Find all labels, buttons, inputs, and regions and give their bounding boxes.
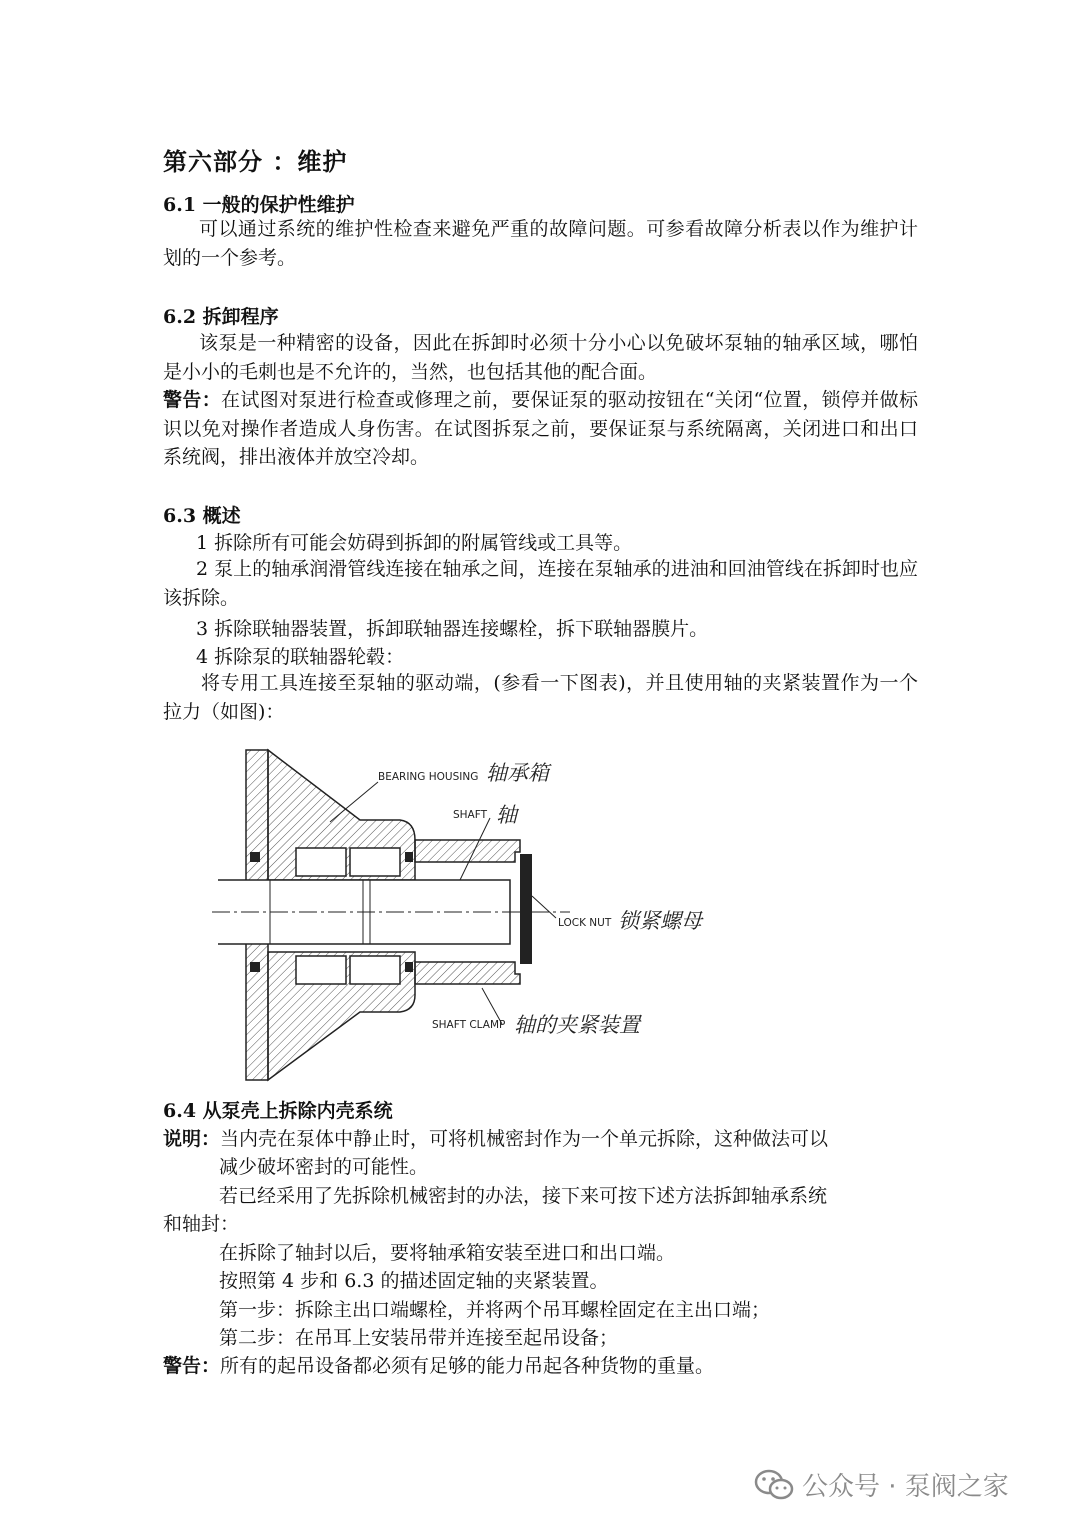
watermark bbox=[754, 1466, 1009, 1503]
watermark-text: 公众号 · 泵阀之家 bbox=[802, 1472, 1009, 1502]
page-title: 第六部分 ：维护 bbox=[163, 147, 348, 176]
bearing-upper-right bbox=[350, 848, 400, 876]
shaft-clamp-lower bbox=[415, 962, 520, 984]
section-6-2-paragraph: 该泵是一种精密的设备，因此在拆卸时必须十分小心以免破坏泵轴的轴承区域，哪怕是小小的毛刺也是不允许的，当然，也包括其他的配合面。 bbox=[163, 332, 918, 383]
shaft-clamp-label: SHAFT CLAMP bbox=[432, 1019, 506, 1031]
bearing-lower-left bbox=[296, 956, 346, 984]
warning-label: 警告： bbox=[163, 389, 222, 411]
list-item-1: 1 拆除所有可能会妨碍到拆卸的附属管线或工具等。 bbox=[196, 532, 633, 554]
warning-text: 所有的起吊设备都必须有足够的能力吊起各种货物的重量。 bbox=[220, 1355, 715, 1377]
list-item-2: 2 泵上的轴承润滑管线连接在轴承之间，连接在泵轴承的进油和回油管线在拆卸时也应该拆除。 bbox=[163, 558, 918, 609]
seal-upper-right bbox=[405, 852, 413, 862]
shaft-cn-label: 轴 bbox=[496, 803, 517, 827]
warning-text: 在试图对泵进行检查或修理之前，要保证泵的驱动按钮在“关闭“位置，锁停并做标识以免对操作者造成人身伤害。在试图拆泵之前，要保证泵与系统隔离，关闭进口和出口系统阀，排出液体并放空冷却。 bbox=[163, 389, 918, 469]
shaft-clamp-diagram bbox=[210, 740, 730, 1085]
section-6-4-heading: 6.4 从泵壳上拆除内壳系统 bbox=[163, 1100, 393, 1122]
leader-lock-nut bbox=[532, 896, 556, 918]
lock-nut-label: LOCK NUT bbox=[558, 917, 612, 929]
seal-upper-left bbox=[250, 852, 260, 862]
warning-label: 警告： bbox=[163, 1355, 221, 1377]
bearing-housing-label: BEARING HOUSING bbox=[378, 771, 479, 783]
section-6-4-para-line-2: 和轴封： bbox=[163, 1213, 240, 1235]
bearing-housing-cn-label: 轴承箱 bbox=[486, 761, 549, 785]
bearing-lower-right bbox=[350, 956, 400, 984]
list-item-4: 4 拆除泵的联轴器轮毂： bbox=[196, 646, 405, 668]
section-6-1-paragraph: 可以通过系统的维护性检查来避免严重的故障问题。可参看故障分析表以作为维护计划的一个参考。 bbox=[163, 218, 918, 269]
section-6-2-warning bbox=[163, 386, 918, 472]
list-item-4-detail: 将专用工具连接至泵轴的驱动端，(参看一下图表)，并且使用轴的夹紧装置作为一个拉力（如图)： bbox=[163, 672, 918, 723]
shaft-label: SHAFT bbox=[453, 809, 488, 821]
section-6-3-heading: 6.3 概述 bbox=[163, 505, 241, 527]
section-6-4-step-1: 第一步：拆除主出口端螺栓，并将两个吊耳螺栓固定在主出口端； bbox=[219, 1299, 771, 1321]
seal-lower-right bbox=[405, 962, 413, 972]
section-6-4-step-2: 第二步：在吊耳上安装吊带并连接至起吊设备； bbox=[219, 1327, 619, 1349]
section-6-4-note-line-1 bbox=[163, 1124, 828, 1151]
section-6-4-line-3: 在拆除了轴封以后，要将轴承箱安装至进口和出口端。 bbox=[219, 1242, 676, 1264]
section-6-4-note-line-2: 减少破坏密封的可能性。 bbox=[219, 1156, 429, 1178]
section-6-4-warning bbox=[163, 1351, 714, 1378]
section-6-2-heading: 6.2 拆卸程序 bbox=[163, 306, 279, 328]
list-item-3: 3 拆除联轴器装置，拆卸联轴器连接螺栓，拆下联轴器膜片。 bbox=[196, 618, 709, 640]
section-6-4-line-4: 按照第 4 步和 6.3 的描述固定轴的夹紧装置。 bbox=[219, 1270, 609, 1292]
note-label: 说明： bbox=[163, 1128, 221, 1150]
wechat-icon bbox=[754, 1469, 794, 1501]
lock-nut bbox=[520, 854, 532, 964]
section-6-4-para-line-1: 若已经采用了先拆除机械密封的办法，接下来可按下述方法拆卸轴承系统 bbox=[219, 1185, 828, 1207]
bearing-upper-left bbox=[296, 848, 346, 876]
section-6-1-heading: 6.1 一般的保护性维护 bbox=[163, 194, 355, 216]
shaft-clamp-upper bbox=[415, 840, 520, 862]
seal-lower-left bbox=[250, 962, 260, 972]
note-text-1: 当内壳在泵体中静止时，可将机械密封作为一个单元拆除，这种做法可以 bbox=[220, 1128, 829, 1150]
lock-nut-cn-label: 锁紧螺母 bbox=[618, 909, 702, 933]
shaft-clamp-cn-label: 轴的夹紧装置 bbox=[514, 1013, 640, 1037]
